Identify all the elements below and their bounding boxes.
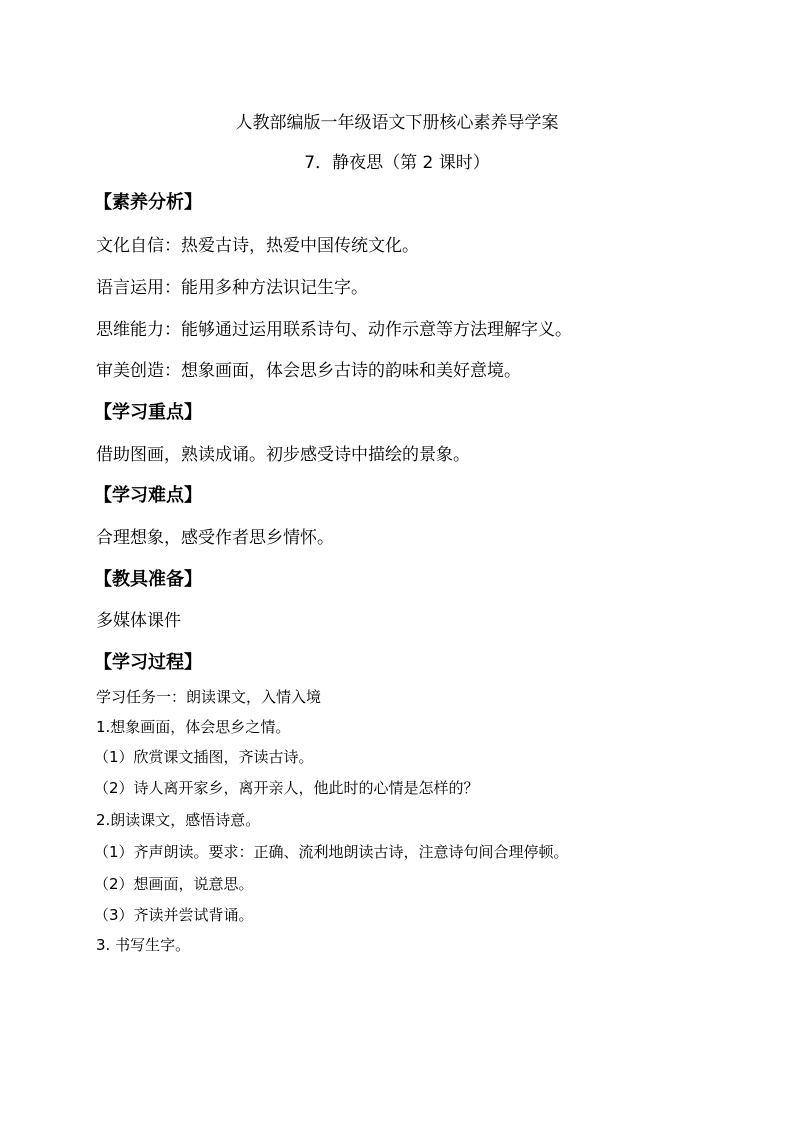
section-heading-difficulties: 【学习难点】 [94, 485, 202, 506]
paragraph: 审美创造：想象画面，体会思乡古诗的韵味和美好意境。 [96, 361, 521, 381]
list-item: 学习任务一：朗读课文，入情入境 [96, 688, 322, 706]
list-item: 1.想象画面，体会思乡之情。 [96, 718, 291, 736]
paragraph: 多媒体课件 [96, 611, 181, 631]
paragraph: 合理想象，感受作者思乡情怀。 [96, 528, 334, 548]
paragraph: 思维能力：能够通过运用联系诗句、动作示意等方法理解字义。 [96, 320, 572, 340]
paragraph: 语言运用：能用多种方法识记生字。 [96, 278, 368, 298]
list-item: （3）齐读并尝试背诵。 [94, 906, 254, 924]
document-subtitle: 7．静夜思（第 2 课时） [304, 153, 490, 173]
list-item: （2）诗人离开家乡，离开亲人，他此时的心情是怎样的？ [94, 779, 479, 797]
list-item: （1）欣赏课文插图，齐读古诗。 [94, 748, 314, 766]
list-item: （2）想画面，说意思。 [94, 875, 254, 893]
section-heading-learning-process: 【学习过程】 [94, 652, 202, 673]
section-heading-teaching-aids: 【教具准备】 [94, 569, 202, 590]
list-item: （1）齐声朗读。要求：正确、流利地朗读古诗，注意诗句间合理停顿。 [94, 843, 569, 861]
section-heading-key-points: 【学习重点】 [94, 402, 202, 423]
paragraph: 文化自信：热爱古诗，热爱中国传统文化。 [96, 236, 419, 256]
paragraph: 借助图画，熟读成诵。初步感受诗中描绘的景象。 [96, 445, 470, 465]
list-item: 3. 书写生字。 [96, 936, 191, 954]
list-item: 2.朗读课文，感悟诗意。 [96, 811, 261, 829]
document-title: 人教部编版一年级语文下册核心素养导学案 [235, 113, 559, 133]
section-heading-literacy-analysis: 【素养分析】 [94, 192, 202, 213]
